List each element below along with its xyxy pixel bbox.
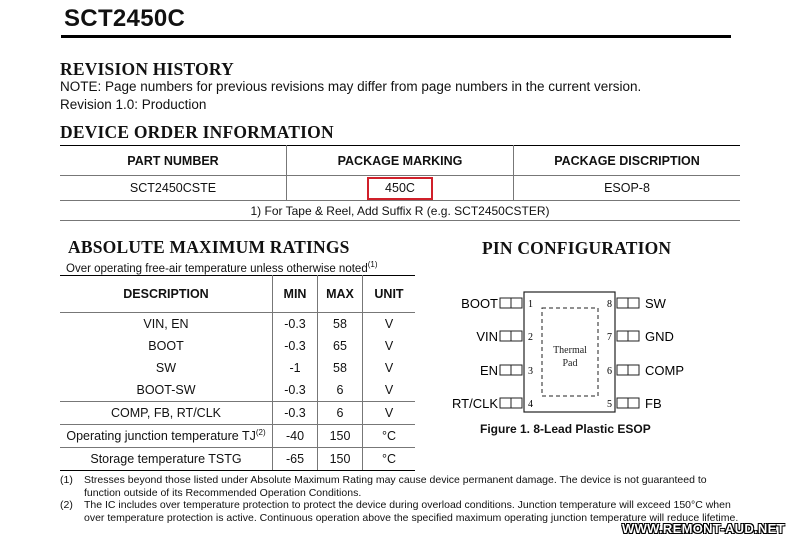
row-max: 58 bbox=[318, 313, 363, 336]
row-description bbox=[60, 425, 273, 448]
table-footnote-row bbox=[60, 201, 740, 221]
row-unit: V bbox=[363, 402, 416, 425]
abs-max-heading: ABSOLUTE MAXIMUM RATINGS bbox=[68, 237, 350, 257]
header-max: MAX bbox=[318, 276, 363, 313]
pin-lead bbox=[511, 331, 522, 341]
abs-max-subtitle-sup: (1) bbox=[367, 260, 378, 269]
device-order-heading: DEVICE ORDER INFORMATION bbox=[60, 122, 334, 142]
pin-lead bbox=[617, 331, 628, 341]
footnote-item bbox=[60, 474, 740, 499]
table-row bbox=[60, 448, 415, 471]
row-unit: °C bbox=[363, 425, 416, 448]
row-min: -0.3 bbox=[273, 379, 318, 402]
highlighted-marking: 450C bbox=[367, 177, 433, 200]
row-min: -1 bbox=[273, 357, 318, 379]
abs-max-subtitle-text: Over operating free-air temperature unless otherwise noted bbox=[66, 262, 368, 275]
pin-lead bbox=[511, 398, 522, 408]
abs-max-subtitle bbox=[66, 260, 378, 275]
row-description: SW bbox=[60, 357, 273, 379]
revision-note: NOTE: Page numbers for previous revisions may differ from page numbers in the current version. bbox=[60, 79, 642, 94]
pin-number: 1 bbox=[528, 299, 533, 310]
pin-number: 4 bbox=[528, 399, 533, 410]
pin-4 bbox=[452, 396, 533, 411]
pin-lead bbox=[511, 298, 522, 308]
header-unit: UNIT bbox=[363, 276, 416, 313]
pin-6 bbox=[607, 363, 684, 378]
pin-lead bbox=[628, 298, 639, 308]
order-table bbox=[60, 145, 740, 221]
abs-max-table bbox=[60, 275, 415, 471]
table-row bbox=[60, 176, 740, 201]
pin-number: 3 bbox=[528, 366, 533, 377]
row-max: 6 bbox=[318, 379, 363, 402]
row-min: -40 bbox=[273, 425, 318, 448]
row-max: 58 bbox=[318, 357, 363, 379]
pin-name: SW bbox=[645, 296, 666, 311]
pin-lead bbox=[628, 398, 639, 408]
figure-caption: Figure 1. 8-Lead Plastic ESOP bbox=[480, 422, 651, 436]
pin-diagram bbox=[430, 280, 700, 420]
part-number-cell: SCT2450CSTE bbox=[60, 176, 287, 201]
pin-lead bbox=[500, 398, 511, 408]
pin-number: 8 bbox=[607, 299, 612, 310]
header-package-description: PACKAGE DISCRIPTION bbox=[514, 146, 741, 176]
footnote-number: (1) bbox=[60, 474, 73, 486]
table-row bbox=[60, 402, 415, 425]
row-description: BOOT bbox=[60, 335, 273, 357]
pin-number: 6 bbox=[607, 366, 612, 377]
pin-lead bbox=[628, 331, 639, 341]
pin-lead bbox=[617, 365, 628, 375]
table-header-row bbox=[60, 276, 415, 313]
row-description-text: Operating junction temperature TJ bbox=[66, 429, 256, 444]
thermal-pad-label-1: Thermal bbox=[553, 345, 587, 356]
row-unit: V bbox=[384, 361, 394, 375]
row-max: 6 bbox=[318, 402, 363, 425]
pin-lead bbox=[500, 331, 511, 341]
header-min: MIN bbox=[273, 276, 318, 313]
row-unit: V bbox=[363, 379, 416, 402]
footnote-text: Stresses beyond those listed under Absolute Maximum Rating may cause device permanent damage. The device is not guaranteed to function outside of its Recommended Operation Conditions. bbox=[84, 474, 707, 499]
pin-8 bbox=[607, 296, 667, 311]
revision-entry: Revision 1.0: Production bbox=[60, 97, 207, 112]
row-min: -65 bbox=[273, 448, 318, 471]
title-rule bbox=[61, 35, 731, 38]
header-description: DESCRIPTION bbox=[60, 276, 273, 313]
table-row bbox=[60, 357, 415, 379]
thermal-pad-label-2: Pad bbox=[562, 358, 578, 369]
order-footnote: 1) For Tape & Reel, Add Suffix R (e.g. SCT2450CSTER) bbox=[60, 201, 740, 221]
row-description: VIN, EN bbox=[60, 313, 273, 336]
row-unit: V bbox=[384, 339, 394, 353]
row-max: 150 bbox=[318, 448, 363, 471]
pin-number: 2 bbox=[528, 332, 533, 343]
pin-lead bbox=[628, 365, 639, 375]
header-package-marking: PACKAGE MARKING bbox=[287, 146, 514, 176]
package-description-cell: ESOP-8 bbox=[514, 176, 741, 201]
pin-7 bbox=[607, 329, 674, 344]
row-min: -0.3 bbox=[273, 313, 318, 336]
pin-configuration-heading: PIN CONFIGURATION bbox=[482, 238, 672, 258]
table-header-row bbox=[60, 146, 740, 176]
table-row bbox=[60, 313, 415, 336]
pin-lead bbox=[500, 365, 511, 375]
row-min: -0.3 bbox=[273, 335, 318, 357]
pin-name: GND bbox=[645, 329, 674, 344]
row-description: COMP, FB, RT/CLK bbox=[60, 402, 273, 425]
pin-name: RT/CLK bbox=[452, 396, 498, 411]
table-row bbox=[60, 425, 415, 448]
footnote-text: The IC includes over temperature protection to protect the device during overload conditions. Junction temperature will exceed 150°C when over temperature protection is active. Continuous operation above the specified maximum operating junction temperature will reduce lifetime. bbox=[84, 499, 739, 524]
watermark: WWW.REMONT-AUD.NET bbox=[622, 521, 785, 536]
row-description-sup: (2) bbox=[255, 428, 266, 438]
pin-name: COMP bbox=[645, 363, 684, 378]
pin-name: VIN bbox=[476, 329, 498, 344]
pin-lead bbox=[617, 398, 628, 408]
pin-lead bbox=[511, 365, 522, 375]
pin-number: 5 bbox=[607, 399, 612, 410]
row-unit: V bbox=[384, 317, 394, 331]
pin-lead bbox=[617, 298, 628, 308]
row-description: Storage temperature TSTG bbox=[60, 448, 273, 471]
pin-number: 7 bbox=[607, 332, 612, 343]
footnotes bbox=[60, 474, 740, 524]
revision-history-heading: REVISION HISTORY bbox=[60, 59, 234, 79]
pin-name: BOOT bbox=[461, 296, 498, 311]
table-row bbox=[60, 379, 415, 402]
row-description: BOOT-SW bbox=[60, 379, 273, 402]
table-row bbox=[60, 335, 415, 357]
pin-lead bbox=[500, 298, 511, 308]
pin-name: EN bbox=[479, 363, 498, 378]
document-title: SCT2450C bbox=[64, 5, 186, 32]
footnote-number: (2) bbox=[60, 499, 73, 511]
package-marking-cell bbox=[287, 176, 514, 201]
row-min: -0.3 bbox=[273, 402, 318, 425]
header-part-number: PART NUMBER bbox=[60, 146, 287, 176]
row-max: 150 bbox=[318, 425, 363, 448]
row-max: 65 bbox=[318, 335, 363, 357]
row-unit: °C bbox=[363, 448, 416, 471]
pin-name: FB bbox=[645, 396, 662, 411]
pin-1 bbox=[461, 296, 533, 311]
